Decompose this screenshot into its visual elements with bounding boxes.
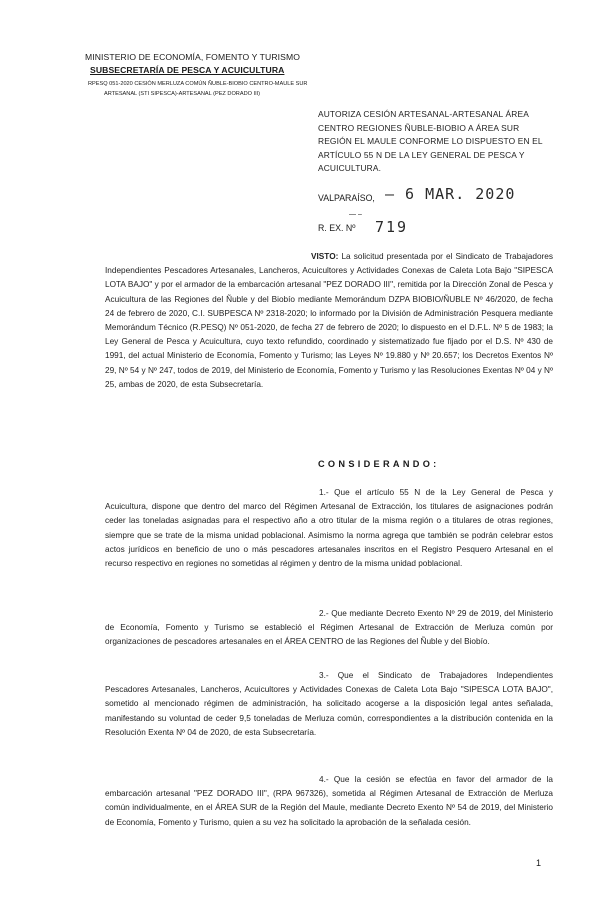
considerando-2: 2.- Que mediante Decreto Exento Nº 29 de 2019, del Ministerio de Economía, Fomento y Turismo se estableció el Régimen Artesanal de Extracción de Merluza común por organizaciones de pescadores artesanales en el ÁREA CENTRO de las Regiones del Ñuble y del Biobío. [105, 609, 553, 647]
reference-line-2: ARTESANAL (STI SIPESCA)-ARTESANAL (PEZ DORADO III) [104, 91, 261, 97]
considerando-3: 3.- Que el Sindicato de Trabajadores Independientes Pescadores Artesanales, Lancheros, Acuicultores y Actividades Conexas de Caleta Lota Bajo "SIPESCA LOTA BAJO", sometido al mencionado régimen de administración, ha solicitado acogerse a la disposición legal antes señalada, manifestando su voluntad de ceder 9,5 toneladas de Merluza común, correspondientes a la distribución contenida en la Resolución Exenta Nº 04 de 2020, de esta Subsecretaría. [105, 671, 553, 737]
considerando-1: 1.- Que el artículo 55 N de la Ley General de Pesca y Acuicultura, dispone que dentro del marco del Régimen Artesanal de Extracción, los titulares de asignaciones podrán ceder las toneladas asignadas para el respectivo año a otro titular de la misma región o a titulares de otras regiones, siempre que se trate de la misma unidad poblacional. Asimismo la norma agrega que también se podrán celebrar estos actos jurídicos en beneficio de uno o más pescadores artesanales inscritos en el Registro Pesquero Artesanal en el recurso respectivo en regiones no sometidas al régimen y dentro de la misma unidad poblacional. [105, 488, 553, 569]
visto-text: La solicitud presentada por el Sindicato de Trabajadores Independientes Pescadores Artesanales, Lancheros, Acuicultores y Actividades Conexas de Caleta Lota Bajo "SIPESCA LOTA BAJO" y por el armador de la embarcación artesanal "PEZ DORADO III", remitida por la Dirección Zonal de Pesca y Acuicultura de las Regiones del Ñuble y del Biobío mediante Memorándum DZPA BIOBIO/ÑUBLE Nº 46/2020, de fecha 24 de febrero de 2020, C.I. SUBPESCA Nº 2318-2020; lo informado por la División de Administración Pesquera mediante Memorándum Técnico (R.PESQ) Nº 051-2020, de fecha 27 de febrero de 2020; lo dispuesto en el D.F.L. Nº 5 de 1983; la Ley General de Pesca y Acuicultura, cuyo texto refundido, coordinado y sistematizado fue fijado por el D.S. Nº 430 de 1991, del actual Ministerio de Economía, Fomento y Turismo; las Leyes Nº 19.880 y Nº 20.657; los Decretos Exentos Nº 29, Nº 54 y Nº 247, todos de 2019, del Ministerio de Economía, Fomento y Turismo y las Resoluciones Exentas Nº 04 y Nº 25, ambas de 2020, de esta Subsecretaría. [105, 252, 553, 389]
date-stamp: – 6 MAR. 2020 [385, 185, 516, 203]
considerando-4: 4.- Que la cesión se efectúa en favor del armador de la embarcación artesanal "PEZ DORADO III", (RPA 967326), sometida al Régimen Artesanal de Extracción de Merluza común individualmente, en el ÁREA SUR de la Región del Maule, mediante Decreto Exento Nº 54 de 2019, del Ministerio de Economía, Fomento y Turismo, quien a su vez ha solicitado la aprobación de la señalada cesión. [105, 775, 553, 827]
subsecretaria-name: SUBSECRETARÍA DE PESCA Y ACUICULTURA [90, 65, 285, 75]
considerando-heading: CONSIDERANDO: [318, 459, 440, 469]
reference-line-1: RPESQ 051-2020 CESIÓN MERLUZA COMÚN ÑUBLE-BIOBIO CENTRO-MAULE SUR [88, 81, 308, 87]
visto-label: VISTO: [311, 252, 339, 261]
ministry-name: MINISTERIO DE ECONOMÍA, FOMENTO Y TURISMO [85, 52, 300, 62]
resolution-number: 719 [375, 218, 409, 236]
city-label: VALPARAÍSO, [318, 193, 375, 203]
page-number: 1 [536, 858, 542, 868]
visto-paragraph [105, 250, 553, 392]
resolution-number-label: R. EX. Nº [318, 223, 356, 233]
date-stamp-mark: — – [349, 211, 362, 218]
resolution-title: AUTORIZA CESIÓN ARTESANAL-ARTESANAL ÁREA CENTRO REGIONES ÑUBLE-BIOBIO A ÁREA SUR REGIÓN EL MAULE CONFORME LO DISPUESTO EN EL ARTÍCULO 55 N DE LA LEY GENERAL DE PESCA Y ACUICULTURA. [318, 109, 543, 174]
